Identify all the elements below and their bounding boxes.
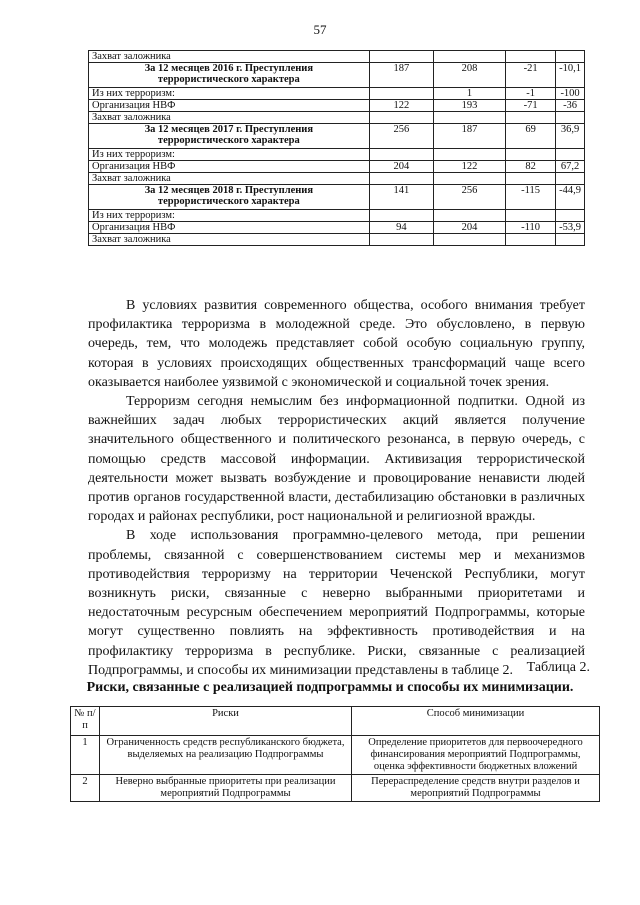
value-cell: 187 <box>369 63 433 88</box>
paragraph: Терроризм сегодня немыслим без информационной подпитки. Одной из важнейших задач любых террористических акций является получение значительного общественного и политического резонанса, в первую очередь, с помощью средств массовой информации. Активизация террористической деятельности может вызвать возбуждение и провоцирование ненависти людей против органов государственной власти, дестабилизацию обстановки в различных городах и районах республики, рост национальной и религиозной вражды. <box>88 394 585 525</box>
value-cell <box>556 210 585 222</box>
table-title: Риски, связанные с реализацией подпрограммы и способы их минимизации. <box>86 680 574 695</box>
value-cell <box>556 112 585 124</box>
risk-cell: Неверно выбранные приоритеты при реализации мероприятий Подпрограммы <box>100 775 352 802</box>
body-text <box>88 296 585 680</box>
value-cell: 122 <box>434 161 506 173</box>
method-cell: Перераспределение средств внутри разделов и мероприятий Подпрограммы <box>352 775 600 802</box>
period-row <box>89 185 585 210</box>
table-row <box>89 88 585 100</box>
row-label: Организация НВФ <box>89 222 370 234</box>
value-cell <box>434 234 506 246</box>
header-risks: Риски <box>100 707 352 736</box>
row-label: Из них терроризм: <box>89 210 370 222</box>
value-cell: 1 <box>434 88 506 100</box>
table-row <box>89 149 585 161</box>
value-cell <box>556 51 585 63</box>
value-cell <box>369 112 433 124</box>
value-cell <box>506 234 556 246</box>
table-row <box>89 51 585 63</box>
row-label: Организация НВФ <box>89 100 370 112</box>
value-cell: -36 <box>556 100 585 112</box>
value-cell: -110 <box>506 222 556 234</box>
value-cell: -1 <box>506 88 556 100</box>
row-label: Захват заложника <box>89 234 370 246</box>
row-number: 2 <box>71 775 100 802</box>
value-cell <box>506 112 556 124</box>
value-cell <box>506 210 556 222</box>
value-cell <box>556 234 585 246</box>
value-cell: 122 <box>369 100 433 112</box>
table-row <box>89 173 585 185</box>
value-cell <box>556 149 585 161</box>
value-cell <box>506 51 556 63</box>
row-label: Из них терроризм: <box>89 149 370 161</box>
table-label: Таблица 2. <box>526 660 590 675</box>
table-row <box>89 234 585 246</box>
value-cell <box>369 149 433 161</box>
row-label: За 12 месяцев 2017 г. Преступления террористического характера <box>89 124 370 149</box>
value-cell: 94 <box>369 222 433 234</box>
value-cell <box>369 173 433 185</box>
row-label: За 12 месяцев 2016 г. Преступления террористического характера <box>89 63 370 88</box>
value-cell: 67,2 <box>556 161 585 173</box>
value-cell: 256 <box>434 185 506 210</box>
header-method: Способ минимизации <box>352 707 600 736</box>
period-row <box>89 124 585 149</box>
risk-cell: Ограниченность средств республиканского бюджета, выделяемых на реализацию Подпрограммы <box>100 736 352 775</box>
value-cell: -115 <box>506 185 556 210</box>
value-cell: 187 <box>434 124 506 149</box>
value-cell <box>434 51 506 63</box>
paragraph: В ходе использования программно-целевого метода, при решении проблемы, связанной с совершенствованием системы мер и механизмов противодействия терроризму на территории Чеченской Республики, могут возникнуть риски, связанные с неверно выбранными приоритетами и недостаточным ресурсным обеспечением мероприятий Подпрограммы, которые могут существенно повлиять на эффективность противодействия и на профилактику терроризма в республике. Риски, связанные с реализацией Подпрограммы, и способы их минимизации представлены в таблице 2. <box>88 528 585 678</box>
value-cell: -44,9 <box>556 185 585 210</box>
row-label: Организация НВФ <box>89 161 370 173</box>
value-cell <box>369 51 433 63</box>
value-cell <box>434 112 506 124</box>
table-header-row <box>71 707 600 736</box>
table-row <box>89 112 585 124</box>
table-row <box>89 222 585 234</box>
header-number: № п/п <box>71 707 100 736</box>
table-row <box>71 736 600 775</box>
value-cell: -21 <box>506 63 556 88</box>
table-row <box>71 775 600 802</box>
value-cell: 82 <box>506 161 556 173</box>
value-cell <box>434 173 506 185</box>
risks-table <box>70 706 600 802</box>
row-label: Захват заложника <box>89 51 370 63</box>
value-cell <box>369 210 433 222</box>
value-cell <box>369 234 433 246</box>
row-label: Захват заложника <box>89 112 370 124</box>
page-number: 57 <box>313 22 327 37</box>
value-cell: 141 <box>369 185 433 210</box>
value-cell <box>556 173 585 185</box>
value-cell: 204 <box>369 161 433 173</box>
value-cell: 36,9 <box>556 124 585 149</box>
row-number: 1 <box>71 736 100 775</box>
value-cell: -53,9 <box>556 222 585 234</box>
row-label: Захват заложника <box>89 173 370 185</box>
value-cell: 193 <box>434 100 506 112</box>
table-row <box>89 100 585 112</box>
row-label: Из них терроризм: <box>89 88 370 100</box>
value-cell <box>434 210 506 222</box>
value-cell: 208 <box>434 63 506 88</box>
table-row <box>89 161 585 173</box>
value-cell: -100 <box>556 88 585 100</box>
value-cell: 69 <box>506 124 556 149</box>
paragraph: В условиях развития современного общества, особого внимания требует профилактика терроризма в молодежной среде. Это обусловлено, в первую очередь, тем, что молодежь представляет собой особую социальную группу, которая в условиях происходящих общественных трансформаций чаще всего оказывается наиболее уязвимой с экономической и социальной точек зрения. <box>88 298 585 390</box>
period-row <box>89 63 585 88</box>
value-cell <box>369 88 433 100</box>
value-cell <box>506 149 556 161</box>
method-cell: Определение приоритетов для первоочередного финансирования мероприятий Подпрограммы, оценка эффективности бюджетных вложений <box>352 736 600 775</box>
statistics-table <box>88 50 585 246</box>
value-cell: -71 <box>506 100 556 112</box>
value-cell <box>434 149 506 161</box>
value-cell: 204 <box>434 222 506 234</box>
value-cell <box>506 173 556 185</box>
table-row <box>89 210 585 222</box>
row-label: За 12 месяцев 2018 г. Преступления террористического характера <box>89 185 370 210</box>
value-cell: -10,1 <box>556 63 585 88</box>
value-cell: 256 <box>369 124 433 149</box>
